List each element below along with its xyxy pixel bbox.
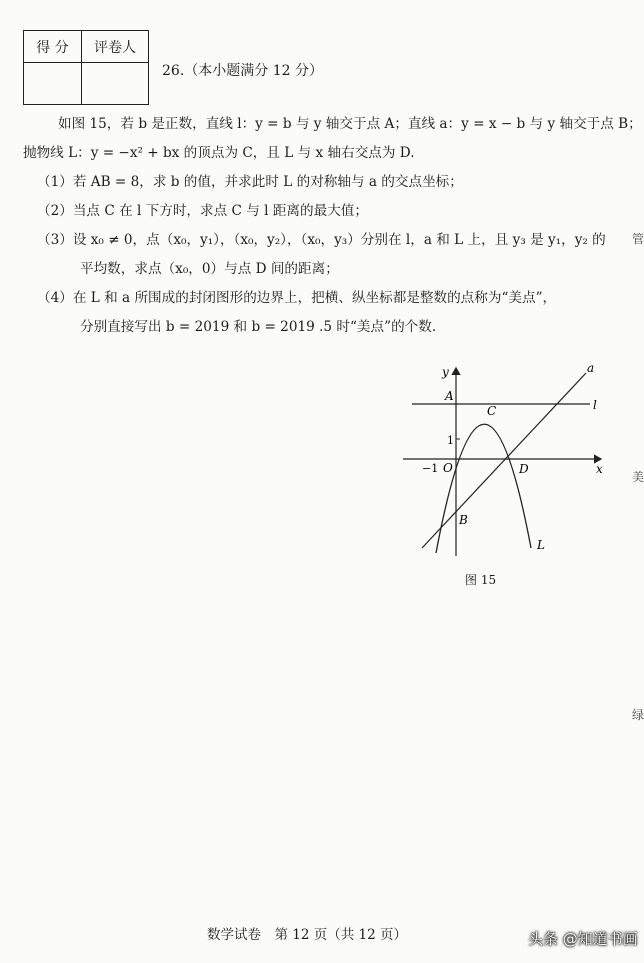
edge-mark-2: 美 <box>632 470 644 484</box>
edge-mark-3: 绿 <box>632 708 644 722</box>
part-1: （1）若 AB = 8，求 b 的值，并求此时 L 的对称轴与 a 的交点坐标； <box>37 174 463 190</box>
point-b-label: B <box>459 513 468 527</box>
edge-mark-1: 管 <box>632 232 644 246</box>
tick-one-label: 1 <box>447 434 454 447</box>
intro-line-1: 如图 15，若 b 是正数，直线 l：y = b 与 y 轴交于点 A；直线 a：y = x − b 与 y 轴交于点 B； <box>58 116 642 132</box>
grader-header: 评卷人 <box>82 31 149 63</box>
question-title: 26.（本小题满分 12 分） <box>162 63 323 79</box>
x-axis-label: x <box>596 462 603 476</box>
line-l-label: l <box>593 398 597 412</box>
tick-neg-one-label: −1 <box>422 462 439 475</box>
line-a-label: a <box>587 361 595 375</box>
origin-label: O <box>443 461 453 475</box>
parabola-l-label: L <box>537 538 545 552</box>
point-c-label: C <box>487 404 497 418</box>
score-table <box>23 30 149 105</box>
point-a-label: A <box>445 389 454 403</box>
score-header: 得 分 <box>24 31 82 63</box>
part-4-line-2: 分别直接写出 b = 2019 和 b = 2019 .5 时“美点”的个数. <box>80 319 437 335</box>
grader-cell <box>82 63 149 105</box>
watermark: 头条 @知道书画 <box>528 930 638 948</box>
part-2: （2）当点 C 在 l 下方时，求点 C 与 l 距离的最大值； <box>37 203 368 219</box>
score-cell <box>24 63 82 105</box>
part-3-line-1: （3）设 x₀ ≠ 0，点（x₀，y₁），（x₀，y₂），（x₀，y₃）分别在 l，a 和 L 上，且 y₃ 是 y₁，y₂ 的 <box>37 232 606 248</box>
part-3-line-2: 平均数，求点（x₀，0）与点 D 间的距离； <box>80 261 339 277</box>
figure-15 <box>398 358 618 572</box>
intro-line-2: 抛物线 L：y = −x² + bx 的顶点为 C，且 L 与 x 轴右交点为 D. <box>23 145 415 161</box>
point-d-label: D <box>519 462 529 476</box>
part-4-line-1: （4）在 L 和 a 所围成的封闭图形的边界上，把横、纵坐标都是整数的点称为“美点”， <box>37 290 557 306</box>
page-footer: 数学试卷 第 12 页（共 12 页） <box>207 927 408 943</box>
figure-graph <box>398 358 618 568</box>
y-axis-label: y <box>442 365 449 379</box>
figure-caption: 图 15 <box>465 573 497 587</box>
